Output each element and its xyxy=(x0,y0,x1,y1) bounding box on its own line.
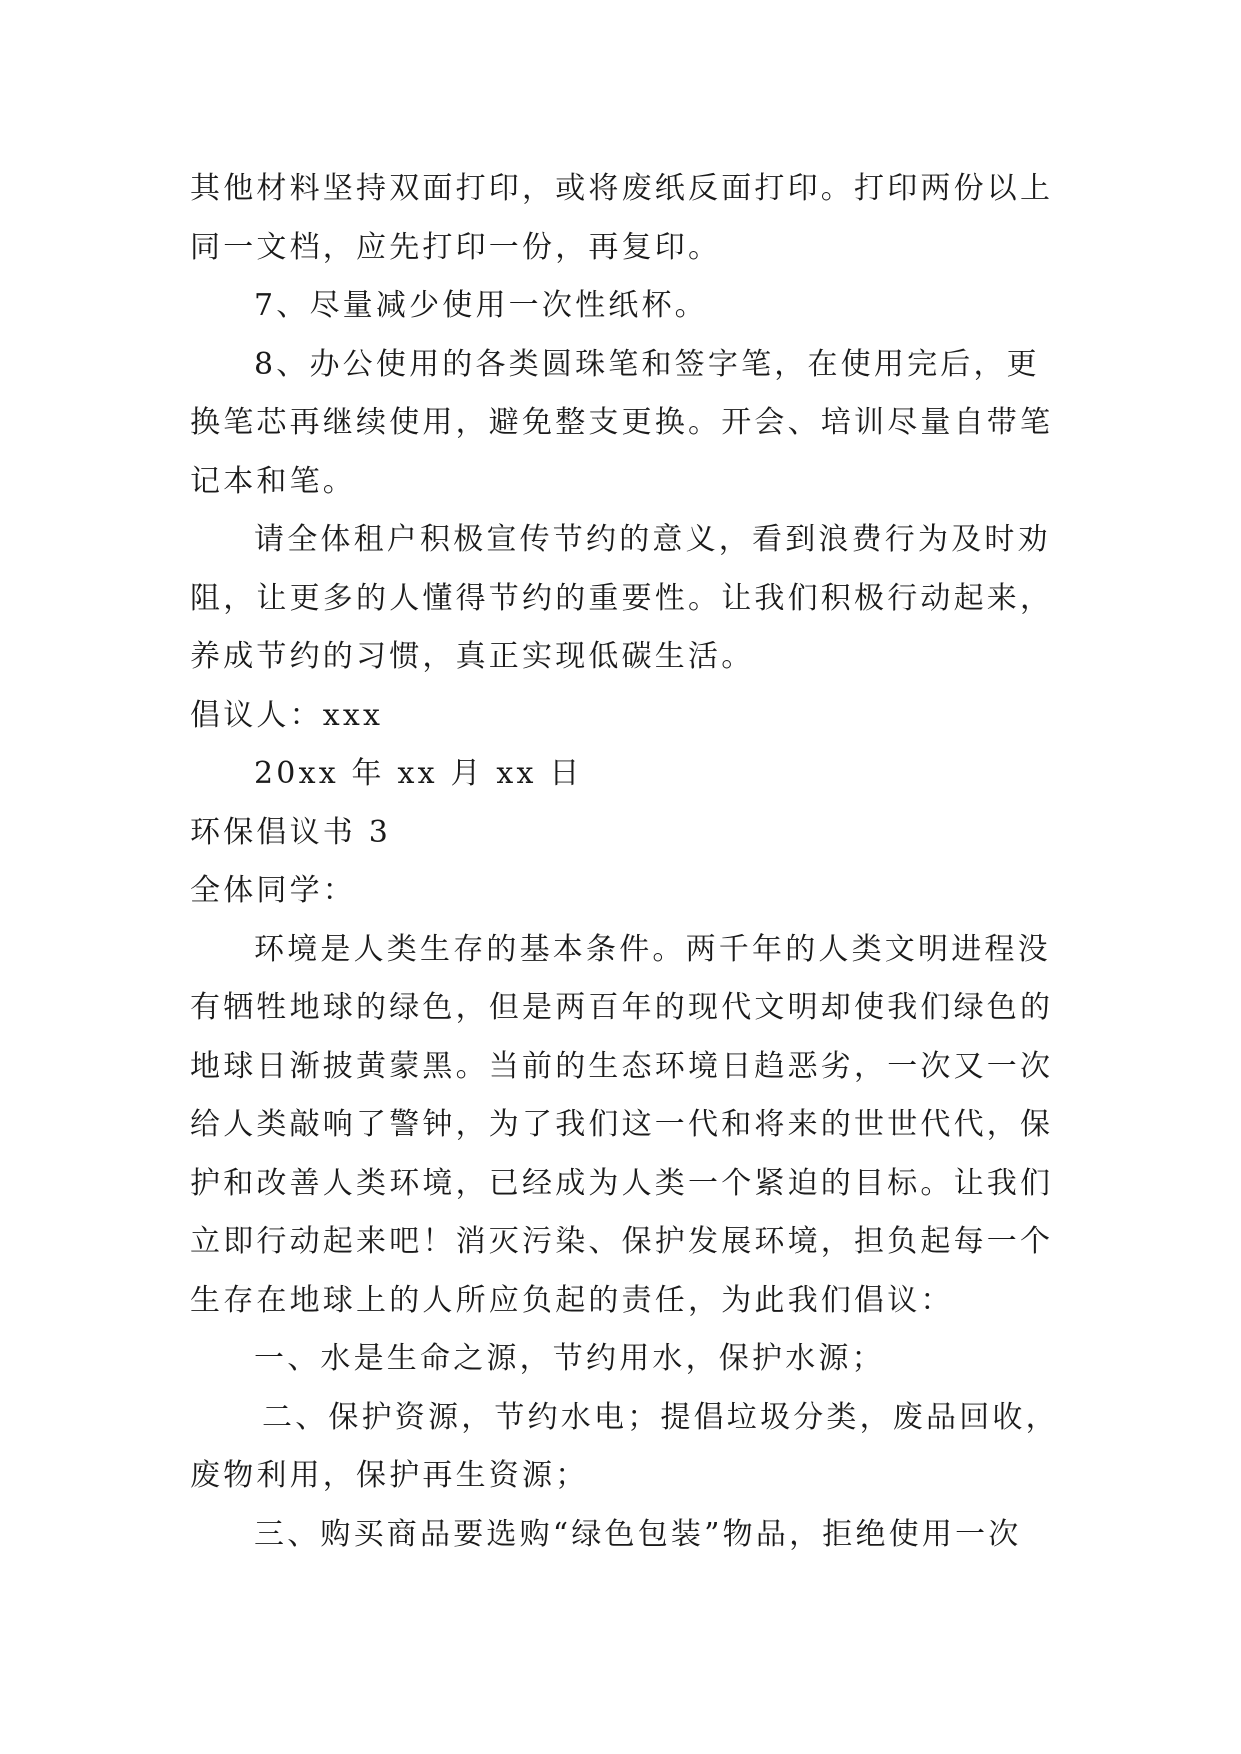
section-title: 环保倡议书 3 xyxy=(190,814,392,850)
date-line: 20xx 年 xx 月 xx 日 xyxy=(254,756,583,791)
text-line: 记本和笔。 xyxy=(190,463,356,499)
text-line: 有牺牲地球的绿色，但是两百年的现代文明却使我们绿色的 xyxy=(190,990,1054,1025)
list-item: 三、购买商品要选购“绿色包装”物品，拒绝使用一次 xyxy=(254,1516,1022,1552)
text-line: 其他材料坚持双面打印，或将废纸反面打印。打印两份以上 xyxy=(190,171,1054,206)
salutation: 全体同学： xyxy=(190,873,356,908)
list-item: 一、水是生命之源，节约用水，保护水源； xyxy=(254,1341,885,1376)
signatory-line: 倡议人：xxx xyxy=(190,697,384,733)
text-line: 环境是人类生存的基本条件。两千年的人类文明进程没 xyxy=(254,931,1051,967)
text-line: 8、办公使用的各类圆珠笔和签字笔，在使用完后，更 xyxy=(254,346,1040,382)
text-line: 请全体租户积极宣传节约的意义，看到浪费行为及时劝 xyxy=(254,522,1051,557)
text-line: 废物利用，保护再生资源； xyxy=(190,1458,589,1493)
text-line: 立即行动起来吧！消灭污染、保护发展环境，担负起每一个 xyxy=(190,1224,1054,1259)
text-line: 养成节约的习惯，真正实现低碳生活。 xyxy=(190,639,755,674)
text-line: 生存在地球上的人所应负起的责任，为此我们倡议： xyxy=(190,1282,954,1318)
list-item: 二、保护资源，节约水电；提倡垃圾分类，废品回收， xyxy=(262,1399,1059,1435)
text-line: 换笔芯再继续使用，避免整支更换。开会、培训尽量自带笔 xyxy=(190,405,1054,440)
text-line: 给人类敲响了警钟，为了我们这一代和将来的世世代代，保 xyxy=(190,1107,1054,1142)
text-line: 地球日渐披黄蒙黑。当前的生态环境日趋恶劣，一次又一次 xyxy=(190,1048,1054,1084)
text-line: 7、尽量减少使用一次性纸杯。 xyxy=(254,288,708,323)
document-body xyxy=(190,160,1060,1564)
text-line: 阻，让更多的人懂得节约的重要性。让我们积极行动起来， xyxy=(190,580,1054,616)
text-line: 护和改善人类环境，已经成为人类一个紧迫的目标。让我们 xyxy=(190,1165,1054,1201)
text-line: 同一文档，应先打印一份，再复印。 xyxy=(190,229,722,265)
